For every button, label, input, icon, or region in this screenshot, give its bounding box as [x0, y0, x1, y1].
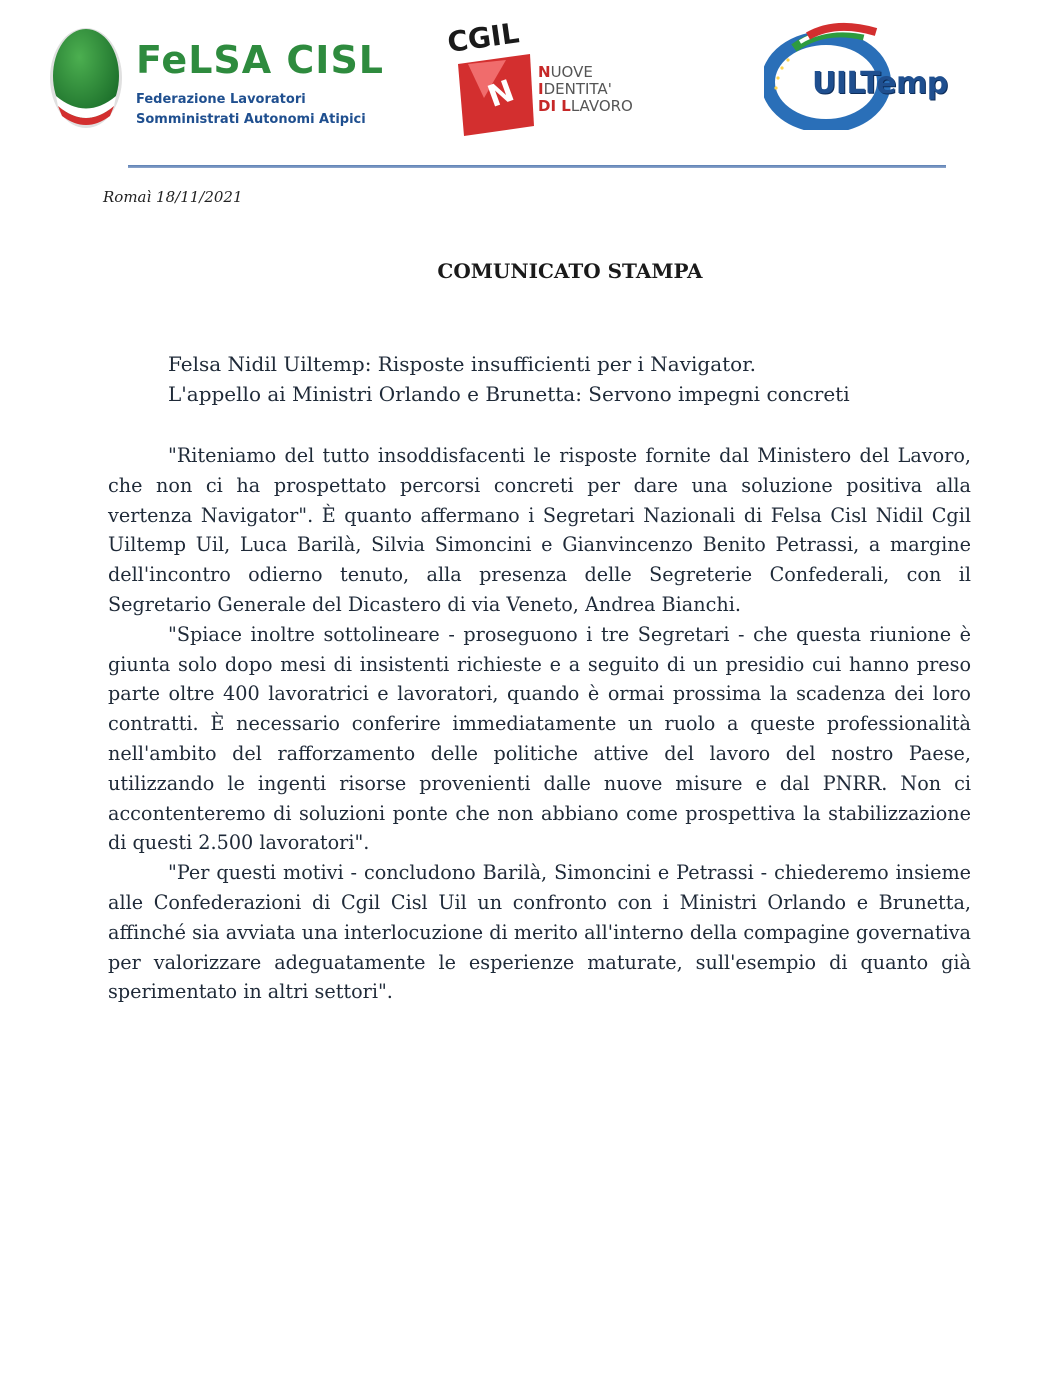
- cgil-wordmark: CGIL: [445, 16, 522, 59]
- nidil-wordmark: [538, 64, 633, 115]
- cgil-nidil-logo: [445, 16, 646, 138]
- felsa-emblem-icon: [48, 26, 124, 130]
- svg-text:N: N: [483, 73, 519, 115]
- headline-line-1: Felsa Nidil Uiltemp: Risposte insufficienti per i Navigator.: [168, 352, 756, 376]
- headline-line-2: L'appello ai Ministri Orlando e Brunetta: Servono impegni concreti: [168, 382, 850, 406]
- felsa-subtitle-line-2: Somministrati Autonomi Atipici: [136, 112, 366, 127]
- nidil-initial-i: I: [538, 80, 544, 98]
- nidil-initial-n: N: [538, 63, 551, 81]
- cgil-red-square-icon: [454, 54, 536, 136]
- body-paragraph-3: "Per questi motivi - concludono Barilà, Simoncini e Petrassi - chiederemo insieme alle Confederazioni di Cgil Cisl Uil un confronto con i Ministri Orlando e Brunetta, affinché sia avviata una interlocuzione di merito all'interno della compagine governativa per valorizzare adeguatamente le esperienze maturate, sull'esempio di quanto già sperimentato in altri settori".: [108, 861, 971, 1004]
- press-release-body: [108, 441, 971, 1007]
- body-paragraph-2: "Spiace inoltre sottolineare - proseguono i tre Segretari - che questa riunione è giunta solo dopo mesi di insistenti richieste e a seguito di un presidio cui hanno preso parte oltre 400 lavoratrici e lavoratori, quando è ormai prossima la scadenza dei loro contratti. È necessario conferire immediatamente un ruolo a queste professionalità nell'ambito del rafforzamento delle politiche attive del lavoro del nostro Paese, utilizzando le ingenti risorse provenienti dalle nuove misure e dal PNRR. Non ci accontenteremo di soluzioni ponte che non abbiano come prospettiva la stabilizzazione di questi 2.500 lavoratori".: [108, 622, 971, 855]
- document-title: COMUNICATO STAMPA: [437, 259, 703, 283]
- body-paragraph-1: "Riteniamo del tutto insoddisfacenti le risposte fornite dal Ministero del Lavoro, che non ci ha prospettato percorsi concreti per dare una soluzione positiva alla vertenza Navigator". È quanto affermano i Segretari Nazionali di Felsa Cisl Nidil Cgil Uiltemp Uil, Luca Barilà, Silvia Simoncini e Gianvincenzo Benito Petrassi, a margine dell'incontro odierno tenuto, alla presenza delle Segreterie Confederali, con il Segretario Generale del Dicastero di via Veneto, Andrea Bianchi.: [108, 444, 971, 616]
- felsa-cisl-wordmark: FeLSA CISL: [136, 38, 385, 82]
- date-line: Romaì 18/11/2021: [103, 188, 243, 206]
- header-divider: [128, 165, 946, 168]
- nidil-word-1: UOVE: [550, 63, 593, 81]
- felsa-cisl-logo: [44, 20, 385, 138]
- uiltemp-logo: [764, 22, 964, 134]
- felsa-subtitle-line-1: Federazione Lavoratori: [136, 92, 306, 107]
- nidil-word-2: DENTITA': [543, 80, 612, 98]
- nidil-initial-l: DI L: [538, 97, 571, 115]
- uiltemp-wordmark: UILTemp: [812, 66, 948, 101]
- nidil-word-3: LAVORO: [570, 97, 633, 115]
